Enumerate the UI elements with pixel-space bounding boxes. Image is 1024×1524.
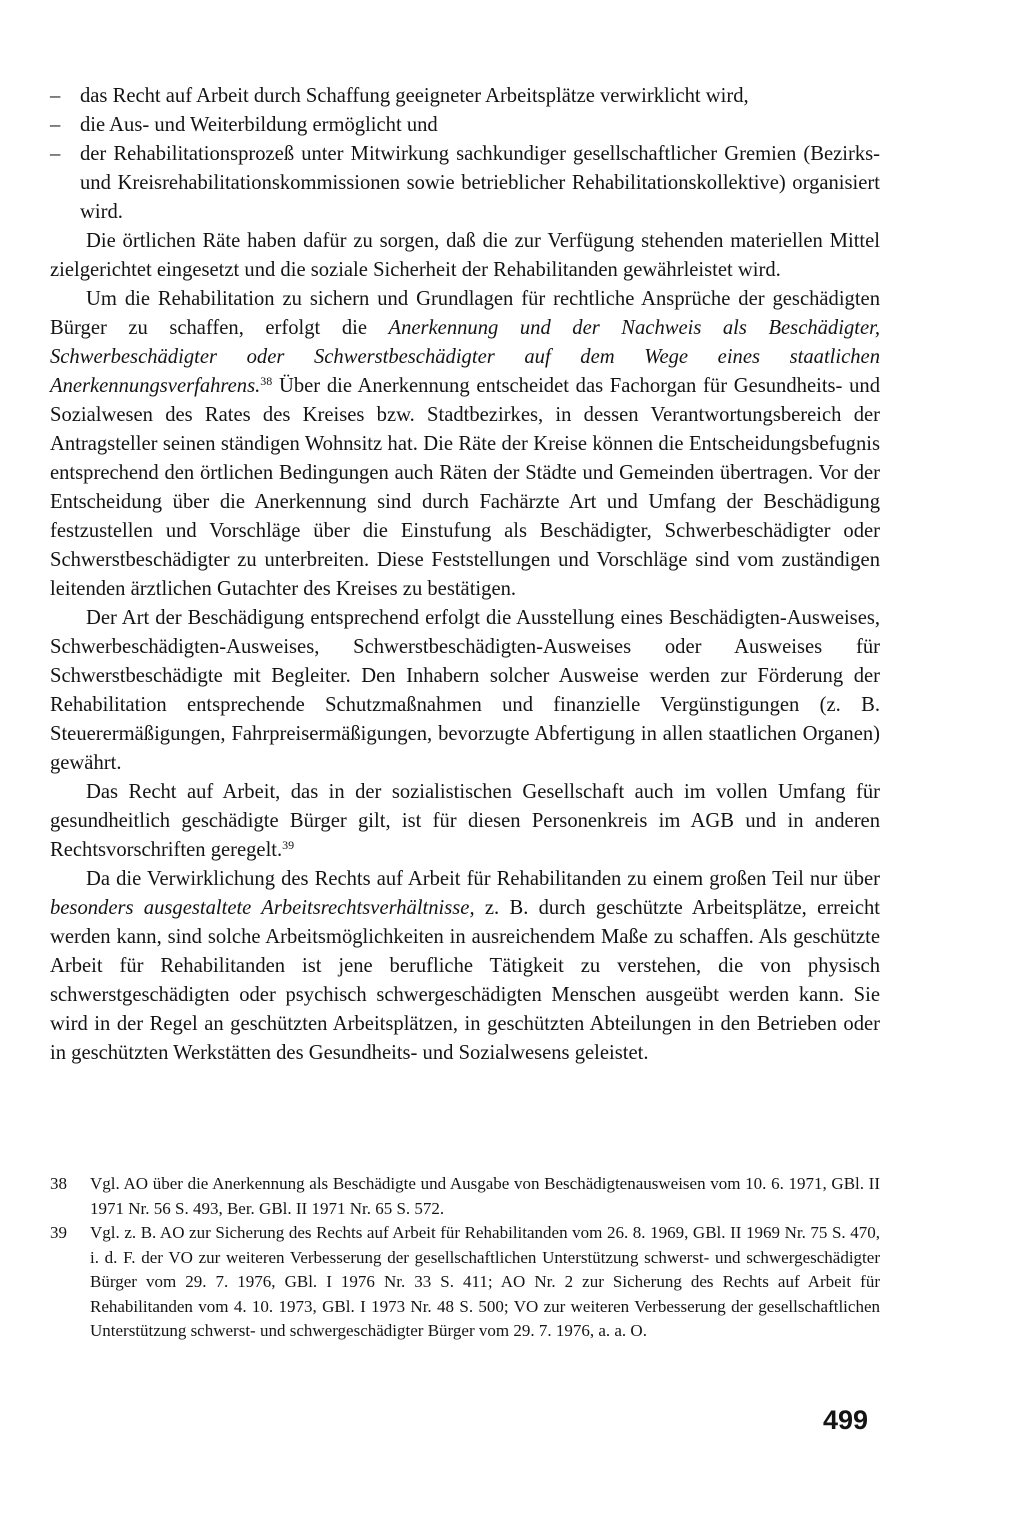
- list-item: [50, 140, 880, 227]
- bullet-dash: –: [50, 143, 61, 165]
- bullet-list: [50, 82, 880, 227]
- bullet-dash: –: [50, 114, 61, 136]
- paragraph-councils: Die örtlichen Räte haben dafür zu sorgen, daß die zur Verfügung stehenden materiellen Mittel zielgerichtet eingesetzt und die soziale Sicherheit der Rehabilitanden gewährleistet wird.: [50, 230, 880, 281]
- footnote-38: [50, 1172, 880, 1221]
- list-item: [50, 82, 880, 111]
- footnote-ref-38[interactable]: 38: [260, 374, 273, 388]
- footnote-ref-39[interactable]: 39: [282, 838, 295, 852]
- main-text: [50, 82, 880, 1068]
- paragraph-recognition: [50, 285, 880, 604]
- paragraph-right-to-work: [50, 778, 880, 865]
- footnote-text: Vgl. AO über die Anerkennung als Beschädigte und Ausgabe von Beschädigtenausweisen vom 10. 6. 1971, GBl. II 1971 Nr. 56 S. 493, Ber. GBl. II 1971 Nr. 65 S. 572.: [90, 1174, 880, 1218]
- footnotes: [50, 1172, 880, 1344]
- footnote-number: 39: [50, 1223, 67, 1242]
- footnote-text: Vgl. z. B. AO zur Sicherung des Rechts auf Arbeit für Rehabilitanden vom 26. 8. 1969, GBl. II 1969 Nr. 75 S. 470, i. d. F. der VO zur weiteren Verbesserung der gesellschaftlichen Unterstützung schwerst- und schwergeschädigter Bürger vom 29. 7. 1976, GBl. I 1976 Nr. 33 S. 411; AO Nr. 2 zur Sicherung des Rechts auf Arbeit für Rehabilitanden vom 4. 10. 1973, GBl. I 1973 Nr. 48 S. 500; VO zur weiteren Verbesserung der gesellschaftlichen Unterstützung schwerst- und schwergeschädigter Bürger vom 29. 7. 1976, a. a. O.: [90, 1223, 880, 1340]
- page-number: 499: [823, 1405, 869, 1435]
- emphasis-text: Anerkennung und der Nachweis als Beschädigter, Schwerbeschädigter oder Schwerstbeschädigter auf dem Wege eines staatlichen Anerkennungsverfahrens.: [50, 317, 880, 397]
- bullet-dash: –: [50, 85, 61, 107]
- paragraph-text: Über die Anerkennung entscheidet das Fachorgan für Gesundheits- und Sozialwesen des Rates des Kreises bzw. Stadtbezirkes, in dessen Verantwortungsbereich der Antragsteller seinen ständigen Wohnsitz hat. Die Räte der Kreise können die Entscheidungsbefugnis entsprechend den örtlichen Bedingungen auch Räten der Städte und Gemeinden übertragen. Vor der Entscheidung über die Anerkennung sind durch Fachärzte Art und Umfang der Beschädigung festzustellen und Vorschläge über die Einstufung als Beschädigter, Schwerbeschädigter oder Schwerstbeschädigter zu unterbreiten. Diese Feststellungen und Vorschläge sind vom zuständigen leitenden ärztlichen Gutachter des Kreises zu bestätigen.: [50, 375, 880, 600]
- bullet-text: die Aus- und Weiterbildung ermöglicht und: [80, 114, 438, 136]
- footnote-number: 38: [50, 1174, 67, 1193]
- paragraph-text: z. B. durch geschützte Arbeitsplätze, erreicht werden kann, sind solche Arbeitsmöglichkeiten in ausreichendem Maße zu schaffen. Als geschützte Arbeit für Rehabilitanden ist jene berufliche Tätigkeit zu verstehen, die von physisch schwerstgeschädigten oder psychisch schwergeschädigten Menschen ausgeübt werden kann. Sie wird in der Regel an geschützten Arbeitsplätzen, in geschützten Abteilungen in den Betrieben oder in geschützten Werkstätten des Gesundheits- und Sozialwesens geleistet.: [50, 897, 880, 1064]
- emphasis-text: besonders ausgestaltete Arbeitsrechtsverhältnisse,: [50, 897, 475, 919]
- list-item: [50, 111, 880, 140]
- bullet-text: der Rehabilitationsprozeß unter Mitwirkung sachkundiger gesellschaftlicher Gremien (Bezirks- und Kreisrehabilitationskommissionen sowie betrieblicher Rehabilitationskollektive) organisiert wird.: [80, 143, 880, 223]
- paragraph-protected-work: [50, 865, 880, 1068]
- bullet-text: das Recht auf Arbeit durch Schaffung geeigneter Arbeitsplätze verwirklicht wird,: [80, 85, 749, 107]
- paragraph-text: Da die Verwirklichung des Rechts auf Arbeit für Rehabilitanden zu einem großen Teil nur über: [86, 868, 880, 890]
- paragraph-text: Das Recht auf Arbeit, das in der sozialistischen Gesellschaft auch im vollen Umfang für gesundheitlich geschädigte Bürger gilt, ist für diesen Personenkreis im AGB und in anderen Rechtsvorschriften geregelt.: [50, 781, 880, 861]
- paragraph-text: Um die Rehabilitation zu sichern und Grundlagen für rechtliche Ansprüche der geschädigten Bürger zu schaffen, erfolgt die: [50, 288, 880, 339]
- footnote-39: [50, 1221, 880, 1344]
- paragraph-id-cards: Der Art der Beschädigung entsprechend erfolgt die Ausstellung eines Beschädigten-Ausweises, Schwerbeschädigten-Ausweises, Schwerstbeschädigten-Ausweises oder Ausweises für Schwerstbeschädigte mit Begleiter. Den Inhabern solcher Ausweise werden zur Förderung der Rehabilitation entsprechende Schutzmaßnahmen und finanzielle Vergünstigungen (z. B. Steuerermäßigungen, Fahrpreisermäßigungen, bevorzugte Abfertigung in allen staatlichen Organen) gewährt.: [50, 607, 880, 774]
